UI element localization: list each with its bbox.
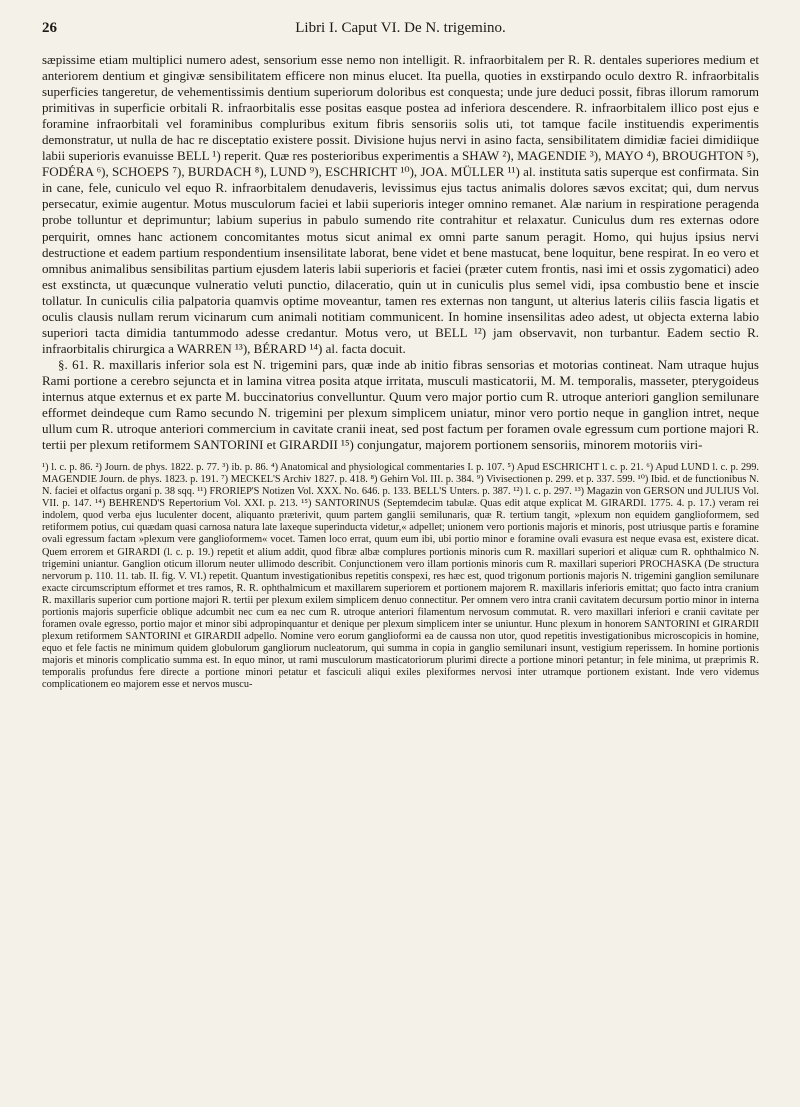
running-title: Libri I. Caput VI. De N. trigemino. bbox=[295, 20, 506, 36]
main-text bbox=[42, 52, 759, 453]
footnotes-text: ¹) l. c. p. 86. ²) Journ. de phys. 1822. p. 77. ³) ib. p. 86. ⁴) Anatomical and physiological commentaries I. p. 107. ⁵) Apud ESCHRICHT l. c. p. 21. ⁶) Apud LUND l. c. p. 299. MAGENDIE Journ. de phys. 1823. p. 191. ⁷) MECKEL'S Archiv 1827. p. 418. ⁸) Gehirn Vol. III. p. 384. ⁹) Vivisectionen p. 299. et p. 337. 599. ¹⁰) Ibid. et de functionibus N. N. faciei et olfactus organi p. 38 sqq. ¹¹) FRORIEP'S Notizen Vol. XXX. No. 646. p. 133. BELL'S Unters. p. 387. ¹²) l. c. p. 297. ¹³) Magazin von GERSON und JULIUS Vol. VII. p. 147. ¹⁴) BEHREND'S Repertorium Vol. XXI. p. 213. ¹⁵) SANTORINUS (Septemdecim tabulæ. Quas edit atque explicat M. GIRARDI. 1775. 4. p. 17.) veram rei indolem, quod verba ejus luculenter docent, aliquanto præterivit, quum partem ganglii semilunaris, quæ R. tertium tangit, »plexum non equidem ganglioformem, sed retiformem potius, cui quædam quasi carnosa natura late laxeque superinducta videtur,« adpellet; unionem vero portionis majoris et minoris, post utriusque partis e foramine ovali egressum factam »plexum vere ganglioformem« vocet. Tamen loco errat, quum eum ibi, ubi portio minor e foramine ovali evasura est neque evasa est, existere dicat. Quem errorem et GIRARDI (l. c. p. 19.) repetit et alium addit, quod fibræ albæ complures portionis minoris cum R. maxillari superiori et aliquæ cum R. ophthalmico N. trigemini uniantur. Ganglion oticum illorum neuter ullimodo describit. Conjunctionem vero illam portionis minoris cum R. maxillari superiori PROCHASKA (De structura nervorum p. 110. 11. tab. II. fig. V. VI.) repetit. Quantum investigationibus repetitis conspexi, res hæc est, quod trigonum portionis majoris N. trigemini ganglion semilunare exacte circumscriptum efformet et tres ramos, R. R. ophthalmicum et maxillarem superiorem et portionem majorem R. maxillaris inferioris emittat; quo facto intra cranium R. maxillaris superior cum portione majori R. tertii per plexum exilem simplicem denuo connectitur. Per omnem vero intra cranii cavitatem decursum portio minor in interna portionis majoris superficie oblique adcumbit nec cum ea nec cum R. utroque anteriori filamentum nervosum commutat. R. vero maxillari inferiori e cranii cavitate per foramen ovale egresso, portio major et minor sibi adpropinquantur et denique per plexum simplicem inter se uniuntur. Hunc plexum in honorem SANTORINI et GIRARDII plexum retiformem SANTORINI et GIRARDII adpello. Nomine vero eorum ganglioformi ea de caussa non utor, quod repetitis investigationibus microscopicis in homine, equo et fele factis ne minimum quidem globulorum gangliorum nucleatorum, qui summa in copia in ganglio semilunari insunt, vestigium reperissem. In homine portionis majoris et minoris complicatio summa est. In equo minor, ut rami musculorum masticatoriorum plurimi directe a portione minori petantur; in fele minima, ut præprimis R. temporalis profundus fere directe a portione minori petatur et fasciculi aliqui exiles plexiformes nervosi inter utramque portionem existant. Inde vero videmus complicationem eo majorem esse et nervos muscu- bbox=[42, 462, 759, 691]
running-head bbox=[42, 20, 759, 42]
paragraph-2-section-61: §. 61. R. maxillaris inferior sola est N. trigemini pars, quæ inde ab initio fibras sensorias et motorias contineat. Nam utraque hujus Rami portione a cerebro sejuncta et in lamina vitrea posita atque irritata, musculi masticatorii, M. M. temporalis, masseter, pterygoideus internus atque externus et ex parte M. buccinatorius convelluntur. Quum vero major portio cum R. utroque anteriori ganglion semilunare efformet deindeque cum Ramo secundo N. trigemini per plexum simplicem uniatur, minor vero portio neque in ganglion intret, neque ullum cum R. utroque anteriori commercium in cavitate cranii ineat, sed post factum per foramen ovale egressum cum portione majori R. tertii per plexum retiformem SANTORINI et GIRARDII ¹⁵) conjungatur, majorem portionem sensoriis, minorem motoriis viri- bbox=[42, 356, 759, 453]
footnotes bbox=[42, 462, 759, 691]
paragraph-1: sæpissime etiam multiplici numero adest, sensorium esse nemo non intelligit. R. infraorbitalem per R. R. dentales superiores medium et anteriorem dentium et gingivæ sensibilitatem efficere non minus elucet. Ita puella, quoties in exstirpando oculo dextro R. infraorbitalis superficies tangeretur, de vehementissimis dentium superiorum doloribus est conquesta; unde jure deduci possit, fibras illorum ramorum primitivas in superficie orbitali R. infraorbitalis esse positas easque postea ad inferiora descendere. R. infraorbitalem illico post ejus e foramine infraorbitali vel foraminibus compluribus exitum fibris sensoriis solis uti, tot tamque facile instituendis experimentis demonstratur, ut nulla de hac re disceptatio existere possit. Divisione hujus nervi in asino facta, sensibilitatem dimidiæ faciei dimidiique labii superioris evanuisse BELL ¹) reperit. Quæ res posterioribus experimentis a SHAW ²), MAGENDIE ³), MAYO ⁴), BROUGHTON ⁵), FODÉRA ⁶), SCHOEPS ⁷), BURDACH ⁸), LUND ⁹), ESCHRICHT ¹⁰), JOA. MÜLLER ¹¹) al. instituta satis superque est confirmata. Sin in cane, fele, cuniculo vel equo R. infraorbitalem denudaveris, levissimus ejus tactus animalis dolores sævos excitat; qui, dum nervus persecatur, eximie augentur. Motus musculorum faciei et labii superioris integer omnino remanet. Alæ narium in respiratione peragenda probe tolluntur et deprimuntur; labium superius in pabulo sumendo rite contrahitur et relaxatur. Cuniculus dum res externas odore perquirit, omnes hanc actionem concomitantes motus sicut animal ex omni parte sanum peragit. Homo, qui hujus ipsius nervi destructione et eadem partium respondentium insensilitate laborat, bene videt et bene mastucat, bene loquitur, bene respirat. In eo vero et omnibus animalibus sensibilitas partium ejusdem lateris labii superioris et faciei (præter cutem frontis, nasi imi et ossis zygomatici) adeo est exstincta, ut quæcunque vulneratio veluti punctio, dilaceratio, quin ut in cuniculis plus semel vidi, ipsa combustio bene et inscie tollatur. In cuniculis cilia palpatoria quamvis optime moveantur, tamen res externas non tangunt, ut alterius lateris ciliis fascia ligatis et oculis clausis nullam rerum vicinarum cum animali notitiam communicent. In homine insensilitas adeo adest, ut objecta externa labio superiori tacta dimidia tantummodo adesse credantur. Motus vero, ut BELL ¹²) jam observavit, non turbantur. Eadem sectio R. infraorbitalis chirurgica a WARREN ¹³), BÉRARD ¹⁴) al. facta docuit. bbox=[42, 52, 759, 356]
page-number: 26 bbox=[42, 20, 57, 36]
